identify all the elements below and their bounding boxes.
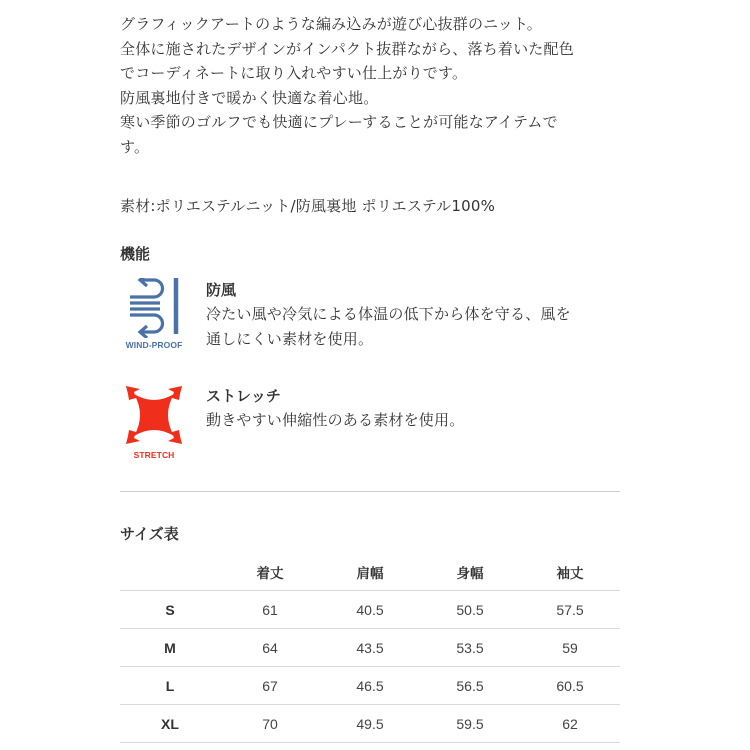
table-cell: 50.5	[420, 591, 520, 629]
table-row	[120, 591, 620, 629]
table-cell: 57.5	[520, 591, 620, 629]
table-cell: 59.5	[420, 705, 520, 743]
description-line: す。	[120, 137, 150, 156]
features-heading: 機能	[120, 245, 151, 263]
stretch-icon	[120, 384, 188, 464]
size-table	[120, 553, 620, 743]
size-label: L	[120, 667, 220, 705]
table-cell: 49.5	[320, 705, 420, 743]
material-info: 素材:ポリエステルニット/防風裏地 ポリエステル100%	[120, 197, 496, 215]
size-label: M	[120, 629, 220, 667]
stretch-icon-label: STRETCH	[133, 450, 175, 460]
size-label: S	[120, 591, 220, 629]
table-row	[120, 629, 620, 667]
description-line: グラフィックアートのような編み込みが遊び心抜群のニット。	[120, 15, 543, 33]
feature-text	[206, 384, 636, 433]
feature-detail	[206, 302, 636, 352]
size-label: XL	[120, 705, 220, 743]
table-cell: 43.5	[320, 629, 420, 667]
wind-proof-icon-label: WIND-PROOF	[125, 340, 183, 350]
description-line: 防風裏地付きで暖かく快適な着心地。	[120, 88, 379, 107]
wind-proof-icon	[120, 278, 188, 358]
feature-name: 防風	[206, 281, 237, 299]
table-cell: 64	[220, 629, 320, 667]
table-cell: 40.5	[320, 591, 420, 629]
column-header: 肩幅	[320, 553, 420, 591]
product-description	[120, 12, 630, 159]
feature-detail	[206, 408, 636, 433]
feature-detail-line: 冷たい風や冷気による体温の低下から体を守る、風を	[206, 305, 571, 323]
feature-name: ストレッチ	[206, 387, 281, 405]
feature-text	[206, 278, 636, 352]
table-cell: 61	[220, 591, 320, 629]
section-divider	[120, 491, 620, 492]
column-header: 身幅	[420, 553, 520, 591]
table-cell: 70	[220, 705, 320, 743]
description-line: 全体に施されたデザインがインパクト抜群ながら、落ち着いた配色	[120, 39, 574, 58]
column-header: 着丈	[220, 553, 320, 591]
feature-detail-line: 通しにくい素材を使用。	[206, 330, 374, 348]
column-header	[120, 553, 220, 591]
table-cell: 59	[520, 629, 620, 667]
table-cell: 53.5	[420, 629, 520, 667]
table-cell: 56.5	[420, 667, 520, 705]
table-header-row	[120, 553, 620, 591]
table-cell: 67	[220, 667, 320, 705]
description-line: でコーディネートに取り入れやすい仕上がりです。	[120, 64, 468, 82]
table-cell: 46.5	[320, 667, 420, 705]
table-row	[120, 705, 620, 743]
table-cell: 62	[520, 705, 620, 743]
size-table-heading: サイズ表	[120, 525, 179, 543]
feature-detail-line: 動きやすい伸縮性のある素材を使用。	[206, 411, 465, 429]
description-line: 寒い季節のゴルフでも快適にプレーすることが可能なアイテムで	[120, 113, 558, 131]
table-cell: 60.5	[520, 667, 620, 705]
column-header: 袖丈	[520, 553, 620, 591]
table-row	[120, 667, 620, 705]
